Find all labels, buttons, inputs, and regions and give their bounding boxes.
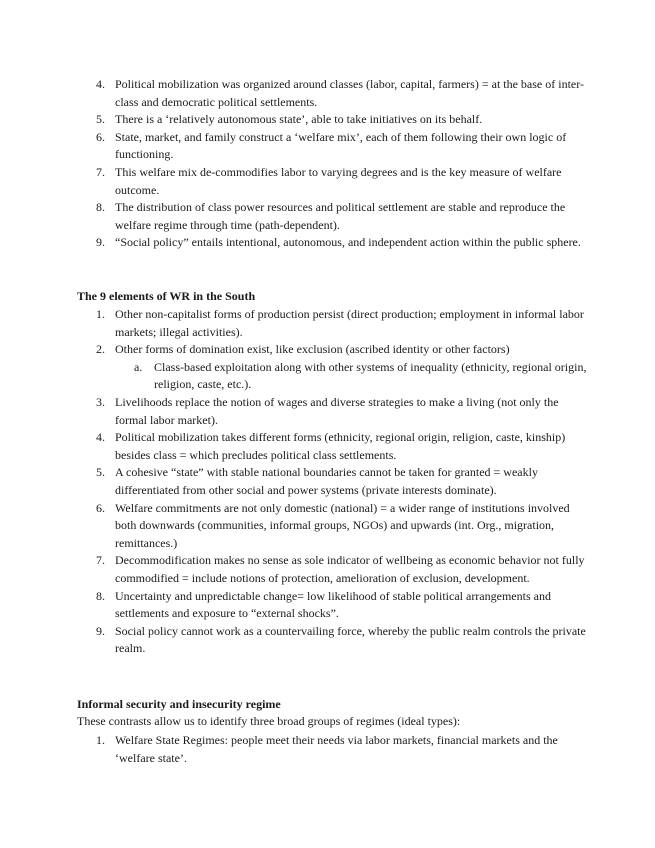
section-intro: These contrasts allow us to identify three broad groups of regimes (ideal types): bbox=[77, 714, 461, 728]
list-text: Welfare commitments are not only domestic (national) = a wider range of institutions involved both downwards (communities, informal groups, NGOs) and upwards (int. Org., migration, remittances.) bbox=[115, 500, 570, 550]
list-text: Welfare State Regimes: people meet their needs via labor markets, financial markets and the ‘welfare state’. bbox=[115, 733, 558, 765]
list-text: Uncertainty and unpredictable change= low likelihood of stable political arrangements and settlements and exposure to “external shocks”. bbox=[115, 588, 551, 621]
list-item bbox=[77, 111, 587, 129]
list-number: 2. bbox=[96, 342, 105, 357]
list-item bbox=[77, 623, 589, 658]
list-number: 7. bbox=[96, 164, 105, 179]
numbered-list-wr-south bbox=[77, 306, 589, 658]
list-item bbox=[77, 76, 587, 111]
section-heading-wr-south: The 9 elements of WR in the South bbox=[77, 289, 256, 303]
list-text: Class-based exploitation along with other systems of inequality (ethnicity, regional origin, religion, caste, etc.). bbox=[154, 359, 587, 392]
list-item bbox=[77, 732, 597, 767]
list-item bbox=[77, 394, 589, 429]
list-item bbox=[77, 588, 589, 623]
list-item bbox=[77, 464, 589, 499]
list-number: 4. bbox=[96, 77, 105, 91]
list-number: 8. bbox=[96, 200, 105, 215]
list-item bbox=[77, 341, 589, 359]
list-number: 6. bbox=[96, 129, 105, 144]
list-subitem bbox=[77, 359, 589, 394]
list-text: Social policy cannot work as a countervailing force, whereby the public realm controls the private realm. bbox=[115, 623, 586, 656]
list-text: Political mobilization was organized around classes (labor, capital, farmers) = at the base of inter-class and democratic political settlements. bbox=[115, 77, 584, 109]
section-heading-informal-security: Informal security and insecurity regime bbox=[77, 697, 281, 711]
list-number: 1. bbox=[96, 733, 105, 747]
list-text: State, market, and family construct a ‘welfare mix’, each of them following their own logic of functioning. bbox=[115, 129, 567, 162]
list-item bbox=[77, 429, 589, 464]
list-number: 8. bbox=[96, 588, 105, 603]
list-text: There is a ‘relatively autonomous state’, able to take initiatives on its behalf. bbox=[115, 112, 483, 127]
numbered-list-welfare-regime bbox=[77, 76, 587, 252]
list-number: 3. bbox=[96, 394, 105, 409]
list-number: 7. bbox=[96, 553, 105, 568]
list-item bbox=[77, 500, 589, 553]
list-item bbox=[77, 552, 589, 587]
list-letter: a. bbox=[134, 359, 143, 374]
list-item bbox=[77, 306, 589, 341]
list-number: 9. bbox=[96, 235, 105, 250]
list-item bbox=[77, 234, 587, 252]
list-text: A cohesive “state” with stable national boundaries cannot be taken for granted = weakly differentiated from other social and power systems (private interests dominate). bbox=[115, 465, 538, 497]
list-number: 6. bbox=[96, 500, 105, 515]
list-item bbox=[77, 199, 587, 234]
numbered-list-regimes bbox=[77, 732, 597, 767]
list-text: Livelihoods replace the notion of wages and diverse strategies to make a living (not only the formal labor market). bbox=[115, 394, 559, 427]
list-text: The distribution of class power resources and political settlement are stable and reproduce the welfare regime through time (path-dependent). bbox=[115, 200, 566, 232]
list-text: Other non-capitalist forms of production persist (direct production; employment in informal labor markets; illegal activities). bbox=[115, 307, 584, 339]
list-text: Other forms of domination exist, like exclusion (ascribed identity or other factors) bbox=[115, 342, 510, 357]
list-number: 4. bbox=[96, 430, 105, 445]
list-item bbox=[77, 129, 587, 164]
list-number: 5. bbox=[96, 112, 105, 127]
list-text: Decommodification makes no sense as sole indicator of wellbeing as economic behavior not fully commodified = include notions of protection, amelioration of exclusion, development. bbox=[115, 553, 585, 585]
list-number: 9. bbox=[96, 623, 105, 638]
list-number: 1. bbox=[96, 307, 105, 321]
list-text: “Social policy” entails intentional, autonomous, and independent action within the public sphere. bbox=[115, 235, 581, 250]
list-item bbox=[77, 164, 587, 199]
list-number: 5. bbox=[96, 465, 105, 480]
list-text: Political mobilization takes different forms (ethnicity, regional origin, religion, caste, kinship) besides class = which precludes political class settlements. bbox=[115, 430, 566, 462]
list-text: This welfare mix de-commodifies labor to varying degrees and is the key measure of welfare outcome. bbox=[115, 164, 562, 197]
